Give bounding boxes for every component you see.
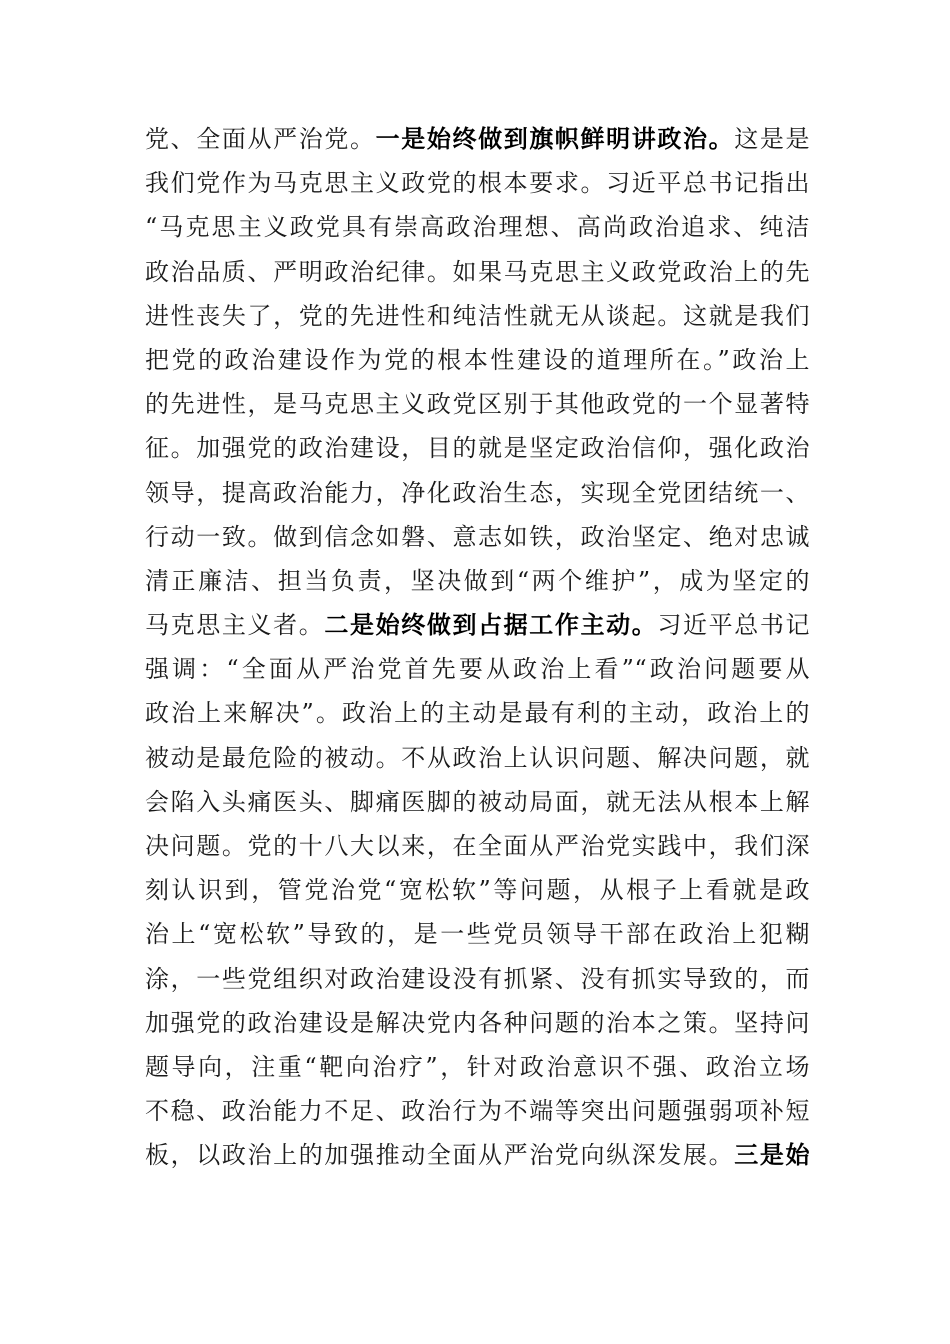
text-run: 这是是 [734,125,811,153]
text-run: 政治上来解决”。政治上的主动是最有利的主动，政治上的 [145,699,810,728]
text-run: 政治品质、严明政治纪律。如果马克思主义政党政治上的先 [145,257,810,286]
text-run: 领导，提高政治能力，净化政治生态，实现全党团结统一、 [145,478,810,507]
text-line [145,426,810,470]
text-run: 题导向，注重“靶向治疗”，针对政治意识不强、政治立场 [145,1052,810,1081]
text-line [145,1089,810,1133]
bold-heading-run: 一是始终做到旗帜鲜明讲政治。 [375,125,735,153]
bold-heading-run: 三是始 [734,1141,811,1170]
text-line [145,780,810,824]
text-line [145,868,810,912]
text-line [145,559,810,603]
text-run: 刻认识到，管党治党“宽松软”等问题，从根子上看就是政 [145,876,810,905]
text-line [145,471,810,515]
text-line [145,912,810,956]
text-line [145,736,810,780]
text-line [145,515,810,559]
text-run: 征。加强党的政治建设，目的就是坚定政治信仰，强化政治 [145,434,810,463]
text-line [145,117,810,161]
text-run: 我们党作为马克思主义政党的根本要求。习近平总书记指出 [145,169,810,198]
text-run: 马克思主义者。 [145,611,325,640]
text-run: 党、全面从严治党。 [145,125,376,153]
text-run: 清正廉洁、担当负责，坚决做到“两个维护”，成为坚定的 [145,566,810,595]
text-line [145,691,810,735]
text-run: 进性丧失了，党的先进性和纯洁性就无从谈起。这就是我们 [145,301,810,330]
text-run: 不稳、政治能力不足、政治行为不端等突出问题强弱项补短 [145,1097,810,1126]
text-run: 决问题。党的十八大以来，在全面从严治党实践中，我们深 [145,832,810,860]
text-run: 板，以政治上的加强推动全面从严治党向纵深发展。 [145,1141,735,1170]
text-line [145,824,810,868]
text-run: 会陷入头痛医头、脚痛医脚的被动局面，就无法从根本上解 [145,787,810,816]
text-line [145,338,810,382]
text-line [145,161,810,205]
text-run: 把党的政治建设作为党的根本性建设的道理所在。”政治上 [145,345,810,374]
text-run: 加强党的政治建设是解决党内各种问题的治本之策。坚持问 [145,1008,810,1037]
text-run: “马克思主义政党具有崇高政治理想、高尚政治追求、纯洁 [145,213,810,242]
bold-heading-run: 二是始终做到占据工作主动。 [324,611,658,640]
text-run: 被动是最危险的被动。不从政治上认识问题、解决问题，就 [145,743,810,772]
text-run: 习近平总书记 [657,611,811,640]
text-line [145,1133,810,1177]
body-paragraph [145,117,810,1178]
text-run: 涂，一些党组织对政治建设没有抓紧、没有抓实导致的，而 [145,964,810,993]
text-run: 行动一致。做到信念如磐、意志如铁，政治坚定、绝对忠诚 [145,522,810,551]
text-line [145,294,810,338]
text-line [145,647,810,691]
text-line [145,250,810,294]
text-line [145,1001,810,1045]
text-run: 的先进性，是马克思主义政党区别于其他政党的一个显著特 [145,390,810,419]
text-line [145,603,810,647]
text-run: 强调：“全面从严治党首先要从政治上看”“政治问题要从 [145,655,810,684]
text-line [145,1045,810,1089]
text-line [145,957,810,1001]
text-run: 治上“宽松软”导致的，是一些党员领导干部在政治上犯糊 [145,920,810,949]
text-line [145,205,810,249]
text-line [145,382,810,426]
